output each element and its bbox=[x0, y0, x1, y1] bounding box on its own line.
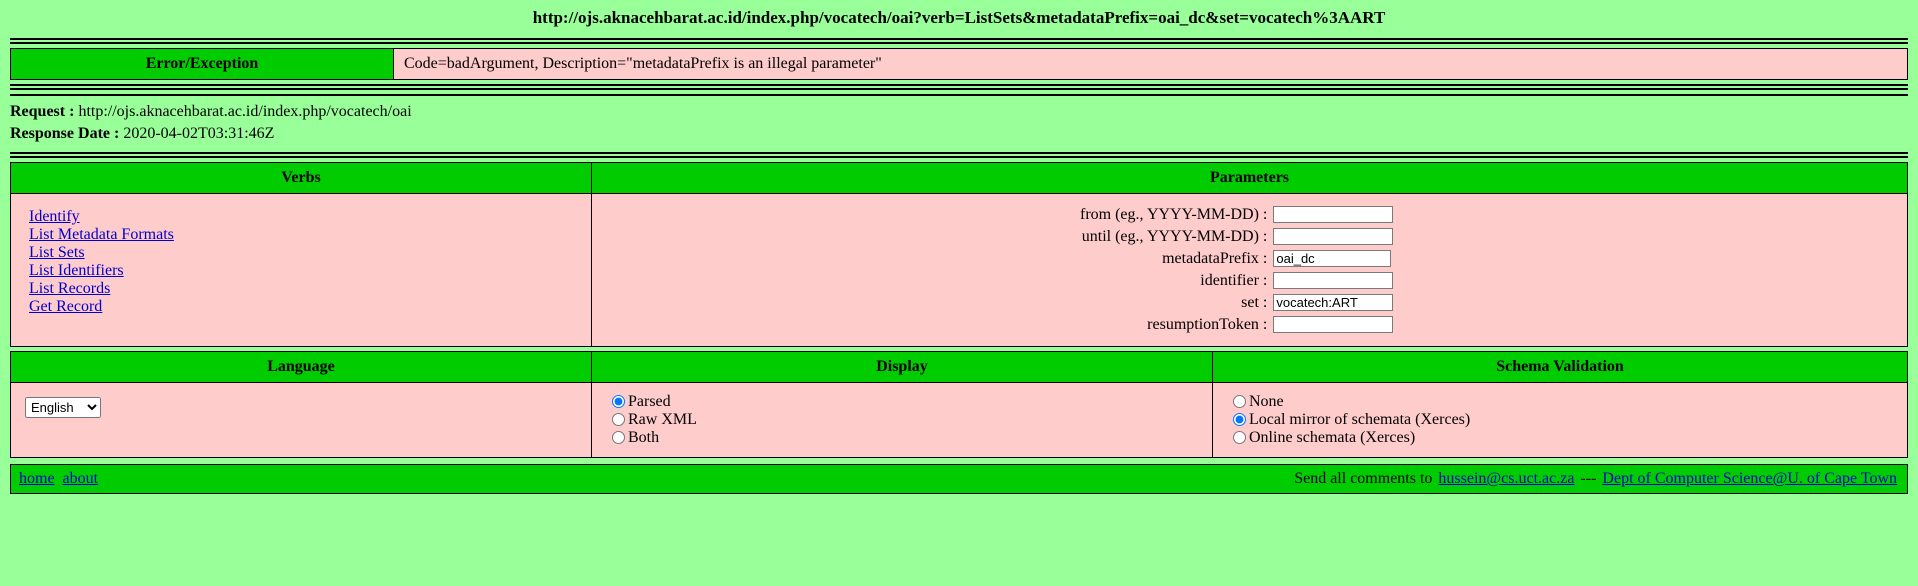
display-option-raw-xml[interactable] bbox=[612, 411, 1212, 428]
schema-validation-header: Schema Validation bbox=[1213, 352, 1908, 383]
verbs-parameters-body-row bbox=[11, 194, 1908, 347]
options-table bbox=[10, 351, 1908, 458]
footer-comments-text: Send all comments to bbox=[1294, 470, 1433, 488]
verb-link-get-record[interactable]: Get Record bbox=[29, 298, 103, 316]
schema-radio-online[interactable] bbox=[1233, 431, 1246, 444]
verbs-parameters-table bbox=[10, 162, 1908, 347]
response-date-label: Response Date : bbox=[10, 124, 120, 142]
verb-link-list-records[interactable]: List Records bbox=[29, 280, 111, 298]
param-row-identifier bbox=[1080, 270, 1393, 292]
language-panel bbox=[11, 383, 592, 458]
display-radio-raw-xml[interactable] bbox=[612, 413, 625, 426]
divider-top bbox=[10, 38, 1908, 44]
verb-link-identify[interactable]: Identify bbox=[29, 208, 80, 226]
footer-dash: --- bbox=[1580, 470, 1597, 488]
language-header: Language bbox=[11, 352, 592, 383]
options-body-row bbox=[11, 383, 1908, 458]
request-line bbox=[10, 101, 1908, 123]
verb-link-list-sets[interactable]: List Sets bbox=[29, 244, 85, 262]
param-row-metadataprefix bbox=[1080, 248, 1393, 270]
divider-after-error bbox=[10, 84, 1908, 90]
verb-link-list-identifiers[interactable]: List Identifiers bbox=[29, 262, 124, 280]
schema-option-local-mirror[interactable] bbox=[1233, 411, 1907, 428]
response-date-line bbox=[10, 123, 1908, 145]
display-radio-parsed[interactable] bbox=[612, 395, 625, 408]
param-label-resumptiontoken: resumptionToken : bbox=[1147, 316, 1268, 334]
schema-option-online[interactable] bbox=[1233, 429, 1907, 446]
display-label-parsed: Parsed bbox=[628, 393, 671, 411]
footer-link-department[interactable]: Dept of Computer Science@U. of Cape Town bbox=[1602, 470, 1897, 488]
display-header: Display bbox=[592, 352, 1213, 383]
param-row-from bbox=[1080, 204, 1393, 226]
param-label-from: from (eg., YYYY-MM-DD) : bbox=[1080, 206, 1268, 224]
display-panel bbox=[592, 383, 1213, 458]
footer bbox=[10, 464, 1908, 494]
verbs-parameters-header-row bbox=[11, 163, 1908, 194]
param-input-from[interactable] bbox=[1273, 206, 1393, 223]
param-label-set: set : bbox=[1241, 294, 1268, 312]
param-label-identifier: identifier : bbox=[1200, 272, 1268, 290]
footer-link-home[interactable]: home bbox=[19, 470, 55, 488]
display-radio-both[interactable] bbox=[612, 431, 625, 444]
param-input-until[interactable] bbox=[1273, 228, 1393, 245]
divider-after-error-2 bbox=[10, 94, 1908, 96]
request-info bbox=[10, 99, 1908, 148]
request-value: http://ojs.aknacehbarat.ac.id/index.php/vocatech/oai bbox=[78, 103, 412, 120]
display-option-parsed[interactable] bbox=[612, 393, 1212, 410]
schema-validation-panel bbox=[1213, 383, 1908, 458]
param-row-set bbox=[1080, 292, 1393, 314]
param-label-until: until (eg., YYYY-MM-DD) : bbox=[1081, 228, 1268, 246]
error-row bbox=[11, 49, 1908, 80]
page-title: http://ojs.aknacehbarat.ac.id/index.php/vocatech/oai?verb=ListSets&metadataPrefix=oai_dc&set=vocatech%3AART bbox=[532, 8, 1386, 27]
schema-label-local-mirror: Local mirror of schemata (Xerces) bbox=[1249, 411, 1471, 429]
verbs-list bbox=[11, 194, 592, 347]
parameters-panel bbox=[592, 194, 1908, 347]
footer-links bbox=[19, 470, 106, 488]
param-row-until bbox=[1080, 226, 1393, 248]
error-label: Error/Exception bbox=[11, 49, 394, 80]
param-input-set[interactable] bbox=[1273, 294, 1393, 311]
display-label-both: Both bbox=[628, 429, 660, 447]
request-label: Request : bbox=[10, 103, 75, 120]
schema-radio-local-mirror[interactable] bbox=[1233, 413, 1246, 426]
schema-label-none: None bbox=[1249, 393, 1284, 411]
response-date-value: 2020-04-02T03:31:46Z bbox=[123, 124, 275, 142]
display-label-raw-xml: Raw XML bbox=[628, 411, 697, 429]
parameters-form bbox=[1080, 204, 1393, 336]
verb-link-list-metadata-formats[interactable]: List Metadata Formats bbox=[29, 226, 174, 244]
param-label-metadataprefix: metadataPrefix : bbox=[1162, 250, 1268, 268]
schema-option-none[interactable] bbox=[1233, 393, 1907, 410]
footer-link-email[interactable]: hussein@cs.uct.ac.za bbox=[1438, 470, 1575, 488]
param-input-resumptiontoken[interactable] bbox=[1273, 316, 1393, 333]
language-select[interactable] bbox=[25, 397, 101, 418]
schema-radio-none[interactable] bbox=[1233, 395, 1246, 408]
error-message: Code=badArgument, Description="metadataPrefix is an illegal parameter" bbox=[394, 49, 1908, 80]
param-input-identifier[interactable] bbox=[1273, 272, 1393, 289]
display-option-both[interactable] bbox=[612, 429, 1212, 446]
param-row-resumptiontoken bbox=[1080, 314, 1393, 336]
footer-link-about[interactable]: about bbox=[62, 470, 99, 488]
schema-label-online: Online schemata (Xerces) bbox=[1249, 429, 1416, 447]
verbs-header: Verbs bbox=[11, 163, 592, 194]
param-input-metadataprefix[interactable] bbox=[1273, 250, 1391, 267]
error-table bbox=[10, 48, 1908, 80]
parameters-header: Parameters bbox=[592, 163, 1908, 194]
options-header-row bbox=[11, 352, 1908, 383]
footer-contact bbox=[1294, 470, 1899, 488]
divider-before-main bbox=[10, 152, 1908, 158]
